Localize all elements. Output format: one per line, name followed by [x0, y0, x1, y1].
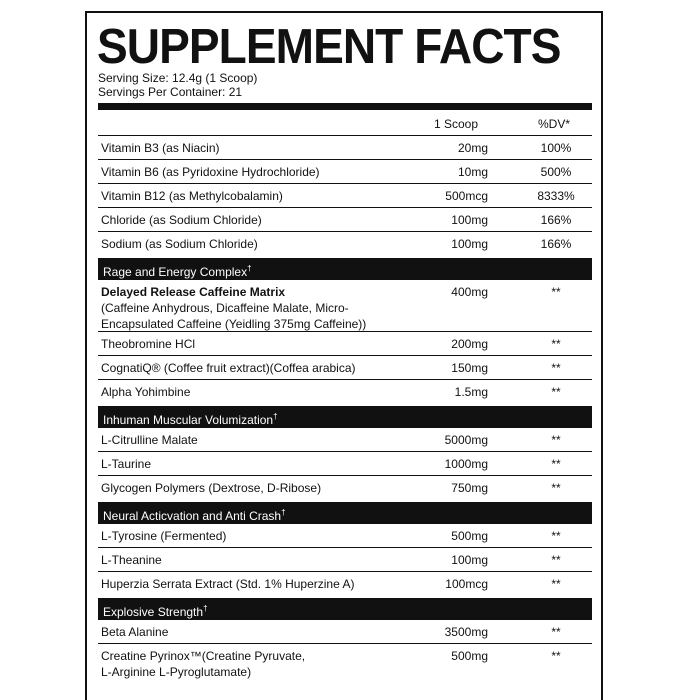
ingredient-name: Beta Alanine [101, 625, 169, 639]
section-title-text: Inhuman Muscular Volumization [103, 413, 274, 427]
ingredient-amount: 1000mg [444, 457, 488, 471]
ingredient-name: Glycogen Polymers (Dextrose, D-Ribose) [101, 481, 322, 495]
panel-title: SUPPLEMENT FACTS [97, 20, 561, 74]
table-row [98, 619, 592, 643]
ingredient-name-line: L-Arginine L-Pyroglutamate) [101, 665, 252, 679]
ingredient-daily-value: ** [551, 625, 561, 639]
table-row [98, 355, 592, 379]
ingredient-daily-value: 100% [540, 141, 572, 155]
section-header [98, 406, 592, 427]
ingredient-amount: 100mg [451, 237, 488, 251]
ingredient-name: L-Theanine [101, 553, 162, 567]
ingredient-name: CognatiQ® (Coffee fruit extract)(Coffea arabica) [101, 361, 356, 375]
ingredient-name: Alpha Yohimbine [101, 385, 191, 399]
ingredient-daily-value: ** [551, 457, 561, 471]
ingredient-amount: 20mg [457, 141, 488, 155]
ingredient-name [101, 284, 366, 332]
table-row [98, 135, 592, 159]
ingredient-amount: 5000mg [444, 433, 488, 447]
table-row [98, 379, 592, 403]
thick-divider [98, 103, 592, 110]
ingredient-daily-value: ** [551, 285, 561, 299]
dagger-mark: † [273, 412, 278, 421]
section-title-text: Rage and Energy Complex [103, 265, 248, 279]
ingredient-amount: 100mg [451, 213, 488, 227]
ingredient-name: Vitamin B3 (as Niacin) [101, 141, 220, 155]
serving-size: Serving Size: 12.4g (1 Scoop) [98, 71, 258, 85]
ingredient-daily-value: ** [551, 481, 561, 495]
ingredient-daily-value: 8333% [537, 189, 575, 203]
amount-column-header: 1 Scoop [433, 117, 479, 131]
section-title [103, 409, 278, 428]
ingredient-name: L-Citrulline Malate [101, 433, 198, 447]
table-row [98, 475, 592, 499]
ingredient-daily-value: ** [551, 433, 561, 447]
ingredient-amount: 500mg [451, 529, 488, 543]
ingredient-daily-value: ** [551, 529, 561, 543]
dv-column-header: %DV* [537, 117, 570, 131]
table-row [98, 331, 592, 355]
ingredient-amount: 400mg [451, 285, 488, 299]
section-header [98, 502, 592, 523]
table-row [98, 207, 592, 231]
ingredient-amount: 500mg [451, 649, 488, 663]
table-row [98, 427, 592, 451]
section-header [98, 258, 592, 279]
ingredient-name: L-Taurine [101, 457, 152, 471]
dagger-mark: † [203, 604, 208, 613]
ingredient-name: Sodium (as Sodium Chloride) [101, 237, 258, 251]
ingredient-daily-value: 166% [540, 237, 572, 251]
table-row [98, 159, 592, 183]
ingredient-name-line: (Caffeine Anhydrous, Dicaffeine Malate, Micro- [101, 301, 349, 315]
table-row [98, 643, 592, 681]
ingredient-amount: 10mg [457, 165, 488, 179]
ingredient-daily-value: ** [551, 361, 561, 375]
ingredient-amount: 3500mg [444, 625, 488, 639]
ingredient-daily-value: ** [551, 649, 561, 663]
table-row [98, 183, 592, 207]
ingredient-amount: 100mg [451, 553, 488, 567]
section-title [103, 601, 208, 620]
supplement-facts-panel [85, 11, 603, 700]
ingredient-name-line: Creatine Pyrinox™(Creatine Pyruvate, [101, 649, 306, 663]
ingredient-name: Theobromine HCl [101, 337, 196, 351]
ingredient-amount: 200mg [451, 337, 488, 351]
ingredient-blend-name: Delayed Release Caffeine Matrix [101, 285, 286, 299]
ingredient-name-line: Encapsulated Caffeine (Yeidling 375mg Caffeine)) [101, 317, 367, 331]
ingredient-amount: 1.5mg [454, 385, 488, 399]
ingredient-name: Vitamin B6 (as Pyridoxine Hydrochloride) [101, 165, 320, 179]
ingredient-daily-value: ** [551, 577, 561, 591]
table-row [98, 571, 592, 595]
dagger-mark: † [281, 508, 286, 517]
ingredient-name: Huperzia Serrata Extract (Std. 1% Huperzine A) [101, 577, 355, 591]
ingredient-daily-value: 166% [540, 213, 572, 227]
ingredient-name: Vitamin B12 (as Methylcobalamin) [101, 189, 283, 203]
table-row [98, 523, 592, 547]
ingredient-amount: 100mcg [445, 577, 488, 591]
ingredient-amount: 500mcg [445, 189, 488, 203]
ingredient-name: L-Tyrosine (Fermented) [101, 529, 227, 543]
table-row [98, 279, 592, 331]
section-title-text: Neural Acticvation and Anti Crash [103, 509, 282, 523]
ingredient-amount: 750mg [451, 481, 488, 495]
ingredient-name: Chloride (as Sodium Chloride) [101, 213, 262, 227]
ingredient-amount: 150mg [451, 361, 488, 375]
ingredient-daily-value: ** [551, 337, 561, 351]
servings-per-container: Servings Per Container: 21 [98, 85, 243, 99]
column-header [98, 117, 592, 135]
section-header [98, 598, 592, 619]
ingredient-daily-value: ** [551, 385, 561, 399]
table-row [98, 547, 592, 571]
table-row [98, 451, 592, 475]
ingredient-daily-value: ** [551, 553, 561, 567]
ingredient-daily-value: 500% [540, 165, 572, 179]
dagger-mark: † [247, 264, 252, 273]
section-title [103, 261, 252, 280]
ingredient-name [101, 648, 305, 680]
section-title [103, 505, 286, 524]
section-title-text: Explosive Strength [103, 605, 204, 619]
table-row [98, 231, 592, 255]
